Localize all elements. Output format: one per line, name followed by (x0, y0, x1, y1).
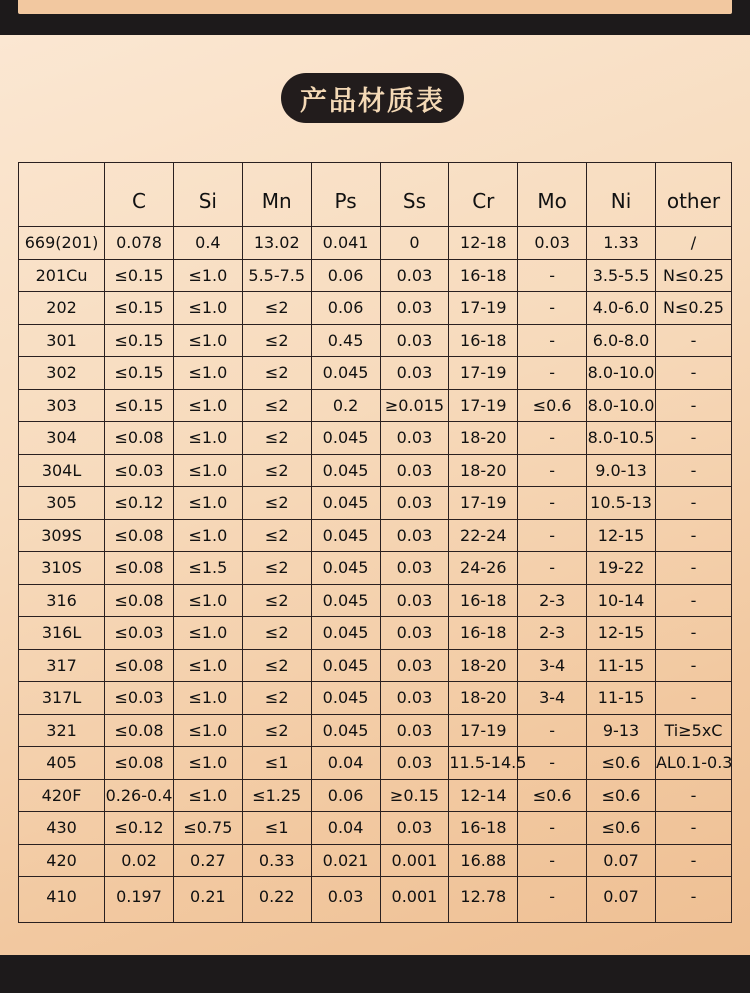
table-cell: 16-18 (449, 812, 518, 845)
table-cell: 16-18 (449, 617, 518, 650)
table-cell: 17-19 (449, 292, 518, 325)
table-cell: 11.5-14.5 (449, 747, 518, 780)
table-cell: ≤0.08 (105, 552, 174, 585)
table-cell: ≤2 (242, 454, 311, 487)
table-cell: - (518, 552, 587, 585)
grade-cell: 310S (19, 552, 105, 585)
table-cell: - (518, 324, 587, 357)
table-cell: ≤2 (242, 422, 311, 455)
grade-cell: 317 (19, 649, 105, 682)
table-cell: 12-15 (587, 519, 656, 552)
table-cell: 8.0-10.0 (587, 389, 656, 422)
table-cell: ≤1.0 (173, 649, 242, 682)
table-cell: ≤1 (242, 747, 311, 780)
table-cell: ≤2 (242, 389, 311, 422)
table-cell: 0.04 (311, 747, 380, 780)
header-cell-ni: Ni (587, 163, 656, 227)
table-cell: - (655, 617, 731, 650)
grade-cell: 420 (19, 844, 105, 877)
table-cell: 0.21 (173, 877, 242, 923)
table-cell: 0.26-0.4 (105, 779, 174, 812)
table-cell: ≤1.0 (173, 519, 242, 552)
table-cell: - (655, 324, 731, 357)
grade-cell: 420F (19, 779, 105, 812)
grade-cell: 410 (19, 877, 105, 923)
table-cell: 0.06 (311, 292, 380, 325)
table-cell: ≤0.03 (105, 454, 174, 487)
table-cell: 0.03 (380, 552, 449, 585)
table-cell: ≤0.08 (105, 714, 174, 747)
table-cell: ≤1.0 (173, 324, 242, 357)
table-cell: 5.5-7.5 (242, 259, 311, 292)
table-cell: 0.03 (380, 357, 449, 390)
table-cell: ≤2 (242, 324, 311, 357)
table-cell: ≤1.0 (173, 487, 242, 520)
table-cell: 0.045 (311, 682, 380, 715)
table-cell: ≤1.0 (173, 422, 242, 455)
table-cell: - (655, 812, 731, 845)
table-cell: ≤1.5 (173, 552, 242, 585)
header-cell-other: other (655, 163, 731, 227)
table-cell: 0.03 (380, 324, 449, 357)
table-cell: 0.2 (311, 389, 380, 422)
table-cell: ≤0.6 (518, 389, 587, 422)
table-cell: 0.001 (380, 877, 449, 923)
table-cell: 0.06 (311, 779, 380, 812)
table-cell: 0.045 (311, 519, 380, 552)
table-cell: 0.078 (105, 227, 174, 260)
table-cell: 0.06 (311, 259, 380, 292)
table-row (19, 552, 732, 585)
table-cell: - (655, 584, 731, 617)
table-cell: 0.07 (587, 877, 656, 923)
table-cell: 12-14 (449, 779, 518, 812)
table-cell: 0.03 (380, 714, 449, 747)
table-cell: - (518, 454, 587, 487)
table-cell: ≤0.15 (105, 357, 174, 390)
grade-cell: 201Cu (19, 259, 105, 292)
table-cell: - (518, 747, 587, 780)
table-cell: ≤0.03 (105, 682, 174, 715)
table-cell: ≤0.08 (105, 519, 174, 552)
table-cell: 18-20 (449, 682, 518, 715)
grade-cell: 202 (19, 292, 105, 325)
table-cell: ≤2 (242, 552, 311, 585)
header-cell-grade (19, 163, 105, 227)
table-cell: ≤0.6 (587, 779, 656, 812)
table-cell: 0.03 (380, 519, 449, 552)
table-cell: - (518, 259, 587, 292)
table-cell: 18-20 (449, 454, 518, 487)
grade-cell: 321 (19, 714, 105, 747)
table-row (19, 324, 732, 357)
table-cell: ≤1.0 (173, 779, 242, 812)
table-cell: 0.03 (380, 259, 449, 292)
table-cell: 0.33 (242, 844, 311, 877)
table-cell: 6.0-8.0 (587, 324, 656, 357)
table-cell: 9.0-13 (587, 454, 656, 487)
grade-cell: 301 (19, 324, 105, 357)
header-cell-c: C (105, 163, 174, 227)
table-cell: 11-15 (587, 649, 656, 682)
table-cell: - (518, 357, 587, 390)
table-cell: ≤1.25 (242, 779, 311, 812)
grade-cell: 304 (19, 422, 105, 455)
table-cell: - (655, 877, 731, 923)
top-bar (0, 0, 750, 35)
table-cell: ≤1.0 (173, 292, 242, 325)
table-cell: 0.045 (311, 649, 380, 682)
table-row (19, 617, 732, 650)
table-cell: 3-4 (518, 682, 587, 715)
table-cell: ≤2 (242, 357, 311, 390)
table-cell: ≤0.08 (105, 649, 174, 682)
table-cell: 0.02 (105, 844, 174, 877)
table-row (19, 779, 732, 812)
header-cell-si: Si (173, 163, 242, 227)
header-cell-ss: Ss (380, 163, 449, 227)
table-cell: - (518, 422, 587, 455)
table-cell: 0.045 (311, 714, 380, 747)
table-cell: 0.45 (311, 324, 380, 357)
table-cell: 8.0-10.5 (587, 422, 656, 455)
table-cell: 0.03 (380, 454, 449, 487)
grade-cell: 302 (19, 357, 105, 390)
table-cell: ≤0.03 (105, 617, 174, 650)
table-cell: 19-22 (587, 552, 656, 585)
table-cell: 3-4 (518, 649, 587, 682)
table-cell: 0.03 (380, 487, 449, 520)
table-cell: 17-19 (449, 487, 518, 520)
table-cell: ≤0.15 (105, 259, 174, 292)
table-cell: ≤1.0 (173, 259, 242, 292)
table-row (19, 844, 732, 877)
table-cell: 0.045 (311, 487, 380, 520)
table-cell: N≤0.25 (655, 259, 731, 292)
table-cell: 16-18 (449, 259, 518, 292)
table-cell: 0.07 (587, 844, 656, 877)
grade-cell: 405 (19, 747, 105, 780)
table-cell: - (655, 389, 731, 422)
table-body (19, 227, 732, 923)
table-cell: 0.03 (380, 584, 449, 617)
table-cell: ≤1.0 (173, 357, 242, 390)
table-cell: 12-15 (587, 617, 656, 650)
table-cell: ≤2 (242, 584, 311, 617)
table-cell: 22-24 (449, 519, 518, 552)
table-cell: - (655, 649, 731, 682)
table-row (19, 454, 732, 487)
header-cell-ps: Ps (311, 163, 380, 227)
table-cell: ≤0.08 (105, 584, 174, 617)
table-cell: 0.4 (173, 227, 242, 260)
page-title: 产品材质表 (281, 73, 464, 123)
grade-cell: 305 (19, 487, 105, 520)
header-cell-mo: Mo (518, 163, 587, 227)
table-cell: ≤0.08 (105, 422, 174, 455)
table-cell: - (518, 487, 587, 520)
table-row (19, 487, 732, 520)
table-cell: 0.27 (173, 844, 242, 877)
table-cell: - (518, 292, 587, 325)
table-cell: 16-18 (449, 584, 518, 617)
table-cell: ≤0.6 (518, 779, 587, 812)
table-cell: ≤2 (242, 519, 311, 552)
table-cell: ≤0.12 (105, 487, 174, 520)
table-row (19, 877, 732, 923)
bottom-bar (0, 955, 750, 993)
table-cell: - (518, 519, 587, 552)
grade-cell: 430 (19, 812, 105, 845)
table-cell: - (518, 877, 587, 923)
table-cell: 16.88 (449, 844, 518, 877)
table-cell: 0.045 (311, 552, 380, 585)
table-cell: 3.5-5.5 (587, 259, 656, 292)
table-row (19, 584, 732, 617)
table-cell: - (518, 844, 587, 877)
table-row (19, 747, 732, 780)
table-cell: 0.03 (380, 682, 449, 715)
table-cell: ≤0.15 (105, 292, 174, 325)
table-cell: - (655, 422, 731, 455)
table-row (19, 422, 732, 455)
table-cell: 17-19 (449, 357, 518, 390)
table-cell: 8.0-10.0 (587, 357, 656, 390)
table-cell: 17-19 (449, 389, 518, 422)
table-cell: 0.045 (311, 617, 380, 650)
table-cell: 10.5-13 (587, 487, 656, 520)
top-bar-strip (18, 0, 732, 14)
table-cell: 2-3 (518, 584, 587, 617)
table-row (19, 519, 732, 552)
table-cell: ≤2 (242, 617, 311, 650)
table-cell: - (518, 812, 587, 845)
table-header-row (19, 163, 732, 227)
header-cell-cr: Cr (449, 163, 518, 227)
table-cell: ≤0.08 (105, 747, 174, 780)
table-cell: 1.33 (587, 227, 656, 260)
table-cell: ≤2 (242, 682, 311, 715)
table-cell: 0.041 (311, 227, 380, 260)
table-cell: 0.045 (311, 357, 380, 390)
table-cell: 0.045 (311, 584, 380, 617)
table-cell: - (655, 519, 731, 552)
table-cell: - (655, 844, 731, 877)
table-cell: 18-20 (449, 649, 518, 682)
grade-cell: 304L (19, 454, 105, 487)
table-cell: 0.22 (242, 877, 311, 923)
table-cell: 11-15 (587, 682, 656, 715)
table-cell: 0.021 (311, 844, 380, 877)
table-cell: 0.03 (380, 422, 449, 455)
table-cell: ≤0.15 (105, 324, 174, 357)
table-cell: - (655, 454, 731, 487)
table-row (19, 812, 732, 845)
table-cell: N≤0.25 (655, 292, 731, 325)
table-cell: 0.03 (380, 812, 449, 845)
table-cell: 0.045 (311, 422, 380, 455)
table-cell: ≤1.0 (173, 454, 242, 487)
table-cell: ≤0.6 (587, 747, 656, 780)
table-cell: 0.04 (311, 812, 380, 845)
table-cell: 0.001 (380, 844, 449, 877)
table-cell: 0.197 (105, 877, 174, 923)
table-cell: Ti≥5xC (655, 714, 731, 747)
table-cell: 9-13 (587, 714, 656, 747)
grade-cell: 317L (19, 682, 105, 715)
table-cell: - (655, 487, 731, 520)
table-cell: 0.03 (380, 292, 449, 325)
table-cell: 4.0-6.0 (587, 292, 656, 325)
table-cell: ≥0.15 (380, 779, 449, 812)
table-cell: ≤1.0 (173, 714, 242, 747)
table-cell: ≤1 (242, 812, 311, 845)
table-cell: ≤0.6 (587, 812, 656, 845)
table-cell: ≤2 (242, 292, 311, 325)
table-row (19, 292, 732, 325)
table-cell: 13.02 (242, 227, 311, 260)
table-row (19, 389, 732, 422)
header-cell-mn: Mn (242, 163, 311, 227)
table-cell: ≤1.0 (173, 389, 242, 422)
table-cell: - (518, 714, 587, 747)
table-cell: 0.03 (518, 227, 587, 260)
table-row (19, 357, 732, 390)
table-cell: - (655, 552, 731, 585)
table-cell: ≤1.0 (173, 747, 242, 780)
table-cell: ≤2 (242, 714, 311, 747)
table-cell: 18-20 (449, 422, 518, 455)
grade-cell: 309S (19, 519, 105, 552)
table-cell: AL0.1-0.3 (655, 747, 731, 780)
table-row (19, 259, 732, 292)
table-row (19, 682, 732, 715)
table-cell: ≤2 (242, 649, 311, 682)
table-cell: 0.03 (380, 617, 449, 650)
table-cell: 12.78 (449, 877, 518, 923)
grade-cell: 316 (19, 584, 105, 617)
grade-cell: 303 (19, 389, 105, 422)
table-cell: 17-19 (449, 714, 518, 747)
table-cell: 2-3 (518, 617, 587, 650)
grade-cell: 669(201) (19, 227, 105, 260)
table-cell: 24-26 (449, 552, 518, 585)
table-cell: ≥0.015 (380, 389, 449, 422)
table-cell: ≤1.0 (173, 617, 242, 650)
table-cell: ≤0.15 (105, 389, 174, 422)
table-cell: ≤1.0 (173, 584, 242, 617)
table-cell: / (655, 227, 731, 260)
table-row (19, 227, 732, 260)
material-spec-table (18, 162, 732, 923)
table-cell: 0.03 (380, 747, 449, 780)
table-cell: 12-18 (449, 227, 518, 260)
table-cell: 0.03 (311, 877, 380, 923)
table-cell: ≤0.12 (105, 812, 174, 845)
grade-cell: 316L (19, 617, 105, 650)
table-cell: 16-18 (449, 324, 518, 357)
table-cell: ≤2 (242, 487, 311, 520)
table-cell: 0 (380, 227, 449, 260)
table-cell: - (655, 779, 731, 812)
table-cell: - (655, 682, 731, 715)
table-cell: - (655, 357, 731, 390)
table-cell: ≤0.75 (173, 812, 242, 845)
table-row (19, 649, 732, 682)
table-cell: 0.03 (380, 649, 449, 682)
table-cell: 0.045 (311, 454, 380, 487)
table-cell: ≤1.0 (173, 682, 242, 715)
table-cell: 10-14 (587, 584, 656, 617)
table-row (19, 714, 732, 747)
